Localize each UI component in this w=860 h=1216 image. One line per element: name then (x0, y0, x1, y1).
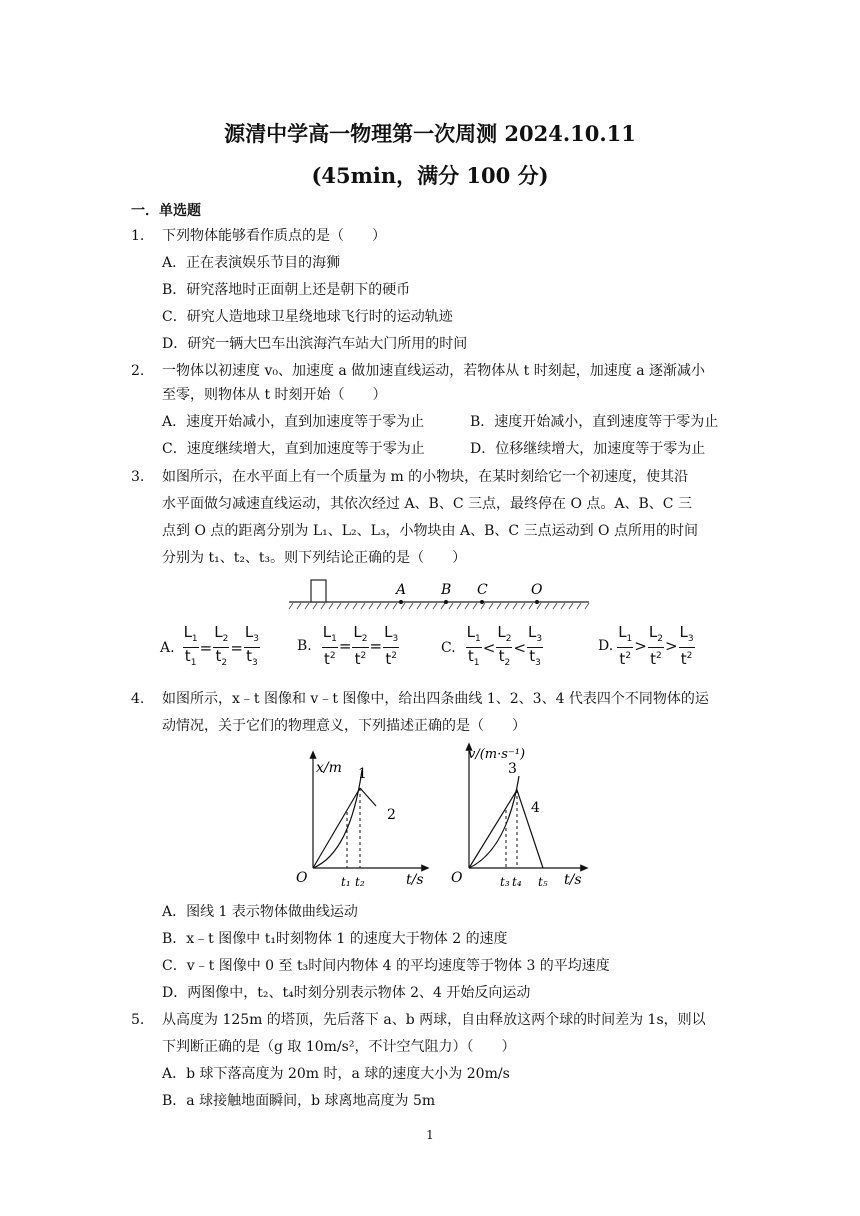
vt-ylabel: v/(m·s⁻¹) (468, 747, 526, 762)
q3-stem-line1: 如图所示，在水平面上有一个质量为 m 的小物块，在某时刻给它一个初速度，使其沿 (162, 469, 689, 485)
q1-stem: 下列物体能够看作质点的是（ ） (162, 228, 386, 244)
q5-option-b: B．a 球接触地面瞬间，b 球离地高度为 5m (162, 1093, 436, 1109)
page-number: 1 (426, 1128, 434, 1142)
q4-option-b: B．x﹣t 图像中 t₁时刻物体 1 的速度大于物体 2 的速度 (162, 931, 508, 947)
vt-origin: O (451, 870, 463, 886)
point-label-a: A (396, 582, 407, 598)
q3-option-c: C. $\frac{L_1}{t_1}$ < $\frac{L_2}{t_2}$ < $\frac{L_3}{t_3}$ (441, 623, 543, 668)
q5-stem-line1: 从高度为 125m 的塔顶，先后落下 a、b 两球，自由释放这两个球的时间差为 1s，则以 (162, 1012, 706, 1028)
xt-curve-1 (313, 770, 362, 868)
section-heading: 一．单选题 (131, 203, 201, 219)
q4-option-c: C．v﹣t 图像中 0 至 t₃时间内物体 4 的平均速度等于物体 3 的平均速度 (162, 958, 610, 974)
xt-origin: O (296, 870, 308, 886)
xt-curve-1-label: 1 (358, 766, 367, 782)
xt-graph (288, 748, 436, 896)
q3-stem-line3: 点到 O 点的距离分别为 L₁、L₂、L₃，小物块由 A、B、C 三点运动到 O 点所用的时间 (162, 523, 698, 539)
q1-option-d: D．研究一辆大巴车出滨海汽车站大门所用的时间 (162, 336, 468, 352)
q5-number: 5. (131, 1012, 145, 1028)
q3-option-a: A. $\frac{L_1}{t_1}$ = $\frac{L_2}{t_2}$ = $\frac{L_3}{t_3}$ (160, 623, 259, 668)
q2-number: 2. (131, 363, 145, 379)
option-c-label: C. (441, 639, 456, 656)
vt-t3: t₃ (500, 875, 510, 889)
vt-xlabel: t/s (564, 872, 582, 888)
vt-line-4-label: 4 (531, 800, 540, 816)
vt-graph (445, 738, 595, 896)
q2-option-a: A．速度开始减小，直到加速度等于零为止 (162, 414, 425, 430)
q2-option-c: C．速度继续增大，直到加速度等于零为止 (162, 441, 425, 457)
vt-t4: t₄ (512, 875, 522, 889)
q2-option-b: B．速度开始减小，直到速度等于零为止 (470, 414, 719, 430)
q3-stem-line2: 水平面做匀减速直线运动，其依次经过 A、B、C 三点，最终停在 O 点。A、B、C 三 (162, 496, 692, 512)
point-label-o: O (531, 582, 543, 598)
option-b-label: B. (297, 637, 312, 654)
page-subtitle: (45min，满分 100 分) (311, 163, 549, 188)
q3-number: 3. (131, 469, 145, 485)
xt-t1: t₁ (341, 875, 351, 889)
q3-figure (285, 577, 595, 615)
point-label-c: C (477, 582, 488, 598)
block-icon (311, 580, 326, 602)
xt-line-2-rise (313, 788, 360, 868)
q3-option-b: B. $\frac{L_1}{t^2}$ = $\frac{L_2}{t^2}$ = $\frac{L_3}{t^2}$ (297, 623, 399, 668)
point-label-b: B (441, 582, 452, 598)
xt-xlabel: t/s (406, 872, 424, 888)
q1-option-b: B．研究落地时正面朝上还是朝下的硬币 (162, 282, 411, 298)
q3-option-d: D. $\frac{L_1}{t^2}$ > $\frac{L_2}{t^2}$ > $\frac{L_3}{t^2}$ (598, 623, 694, 668)
q5-stem-line2: 下判断正确的是（g 取 10m/s²，不计空气阻力）（ ） (162, 1039, 516, 1055)
q2-option-d: D．位移继续增大，加速度等于零为止 (470, 441, 706, 457)
q4-stem-line2: 动情况，关于它们的物理意义，下列描述正确的是（ ） (162, 718, 526, 734)
q4-option-a: A．图线 1 表示物体做曲线运动 (162, 904, 358, 920)
q4-stem-line1: 如图所示，x﹣t 图像和 v﹣t 图像中，给出四条曲线 1、2、3、4 代表四个不同物体的运 (162, 691, 709, 707)
q2-stem-line1: 一物体以初速度 v₀、加速度 a 做加速直线运动，若物体从 t 时刻起，加速度 a 逐渐减小 (162, 363, 705, 379)
q4-option-d: D．两图像中，t₂、t₄时刻分别表示物体 2、4 开始反向运动 (162, 985, 531, 1001)
q1-option-a: A．正在表演娱乐节目的海狮 (162, 255, 341, 271)
q1-number: 1. (131, 228, 145, 244)
xt-line-2-fall (360, 788, 376, 806)
option-a-label: A. (160, 639, 175, 656)
page-title: 源清中学高一物理第一次周测 2024.10.11 (224, 121, 636, 146)
q1-option-c: C．研究人造地球卫星绕地球飞行时的运动轨迹 (162, 309, 453, 325)
vt-curve-3-label: 3 (508, 761, 517, 777)
xt-ylabel: x/m (316, 760, 342, 776)
xt-line-2-label: 2 (387, 807, 396, 823)
xt-t2: t₂ (355, 875, 365, 889)
option-d-label: D. (598, 637, 614, 654)
vt-t5: t₅ (538, 875, 548, 889)
q3-stem-line4: 分别为 t₁、t₂、t₃。则下列结论正确的是（ ） (162, 550, 467, 566)
q5-option-a: A．b 球下落高度为 20m 时，a 球的速度大小为 20m/s (162, 1066, 510, 1082)
q4-number: 4. (131, 691, 145, 707)
vt-curve-3 (469, 776, 519, 868)
q2-stem-line2: 至零，则物体从 t 时刻开始（ ） (162, 387, 387, 403)
